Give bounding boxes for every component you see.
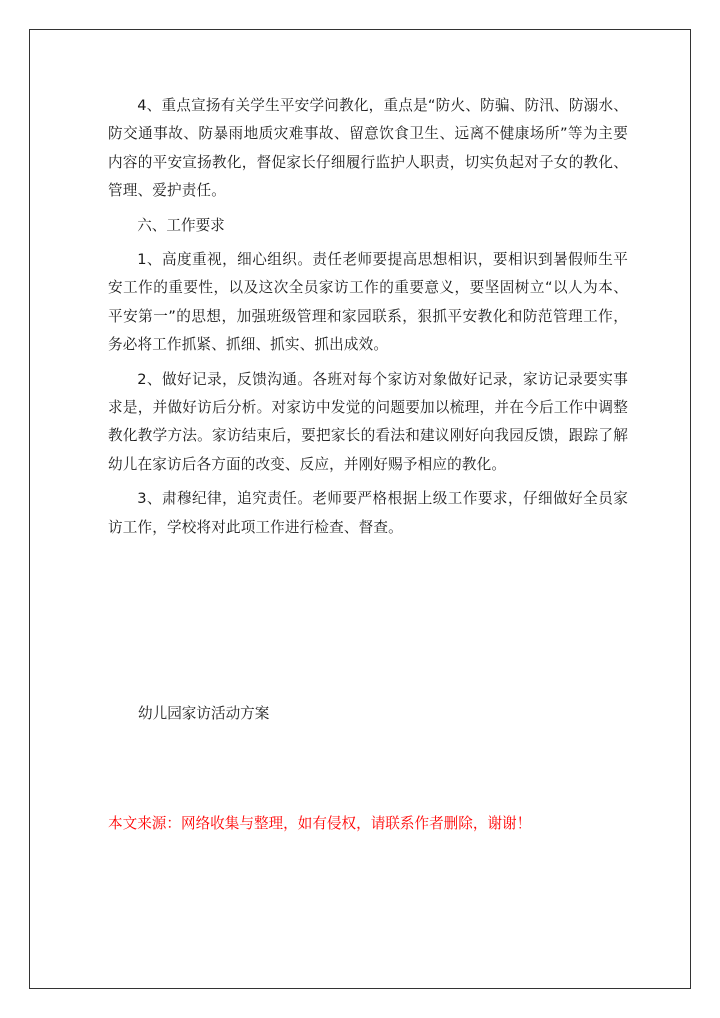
document-body [108,92,628,542]
source-note: 本文来源：网络收集与整理，如有侵权，请联系作者删除，谢谢！ [108,815,532,832]
paragraph-requirement-2: 2、做好记录，反馈沟通。各班对每个家访对象做好记录，家访记录要实事求是，并做好访后分析。对家访中发觉的问题要加以梳理，并在今后工作中调整教化教学方法。家访结束后，要把家长的看法和建议刚好向我园反馈，跟踪了解幼儿在家访后各方面的改变、反应，并刚好赐予相应的教化。 [108,370,628,473]
paragraph-requirement-3: 3、肃穆纪律，追究责任。老师要严格根据上级工作要求，仔细做好全员家访工作，学校将对此项工作进行检查、督查。 [108,490,628,536]
paragraph-requirement-1: 1、高度重视，细心组织。责任老师要提高思想相识，要相识到暑假师生平安工作的重要性，以及这次全员家访工作的重要意义，要坚固树立“以人为本、平安第一”的思想，加强班级管理和家园联系，狠抓平安教化和防范管理工作，务必将工作抓紧、抓细、抓实、抓出成效。 [108,251,628,354]
paragraph-safety-education: 4、重点宣扬有关学生平安学问教化，重点是“防火、防骗、防汛、防溺水、防交通事故、防暴雨地质灾难事故、留意饮食卫生、远离不健康场所”等为主要内容的平安宣扬教化，督促家长仔细履行监护人职责，切实负起对子女的教化、管理、爱护责任。 [108,97,628,200]
document-title: 幼儿园家访活动方案 [138,705,270,722]
section-heading-work-requirements: 六、工作要求 [137,216,225,234]
